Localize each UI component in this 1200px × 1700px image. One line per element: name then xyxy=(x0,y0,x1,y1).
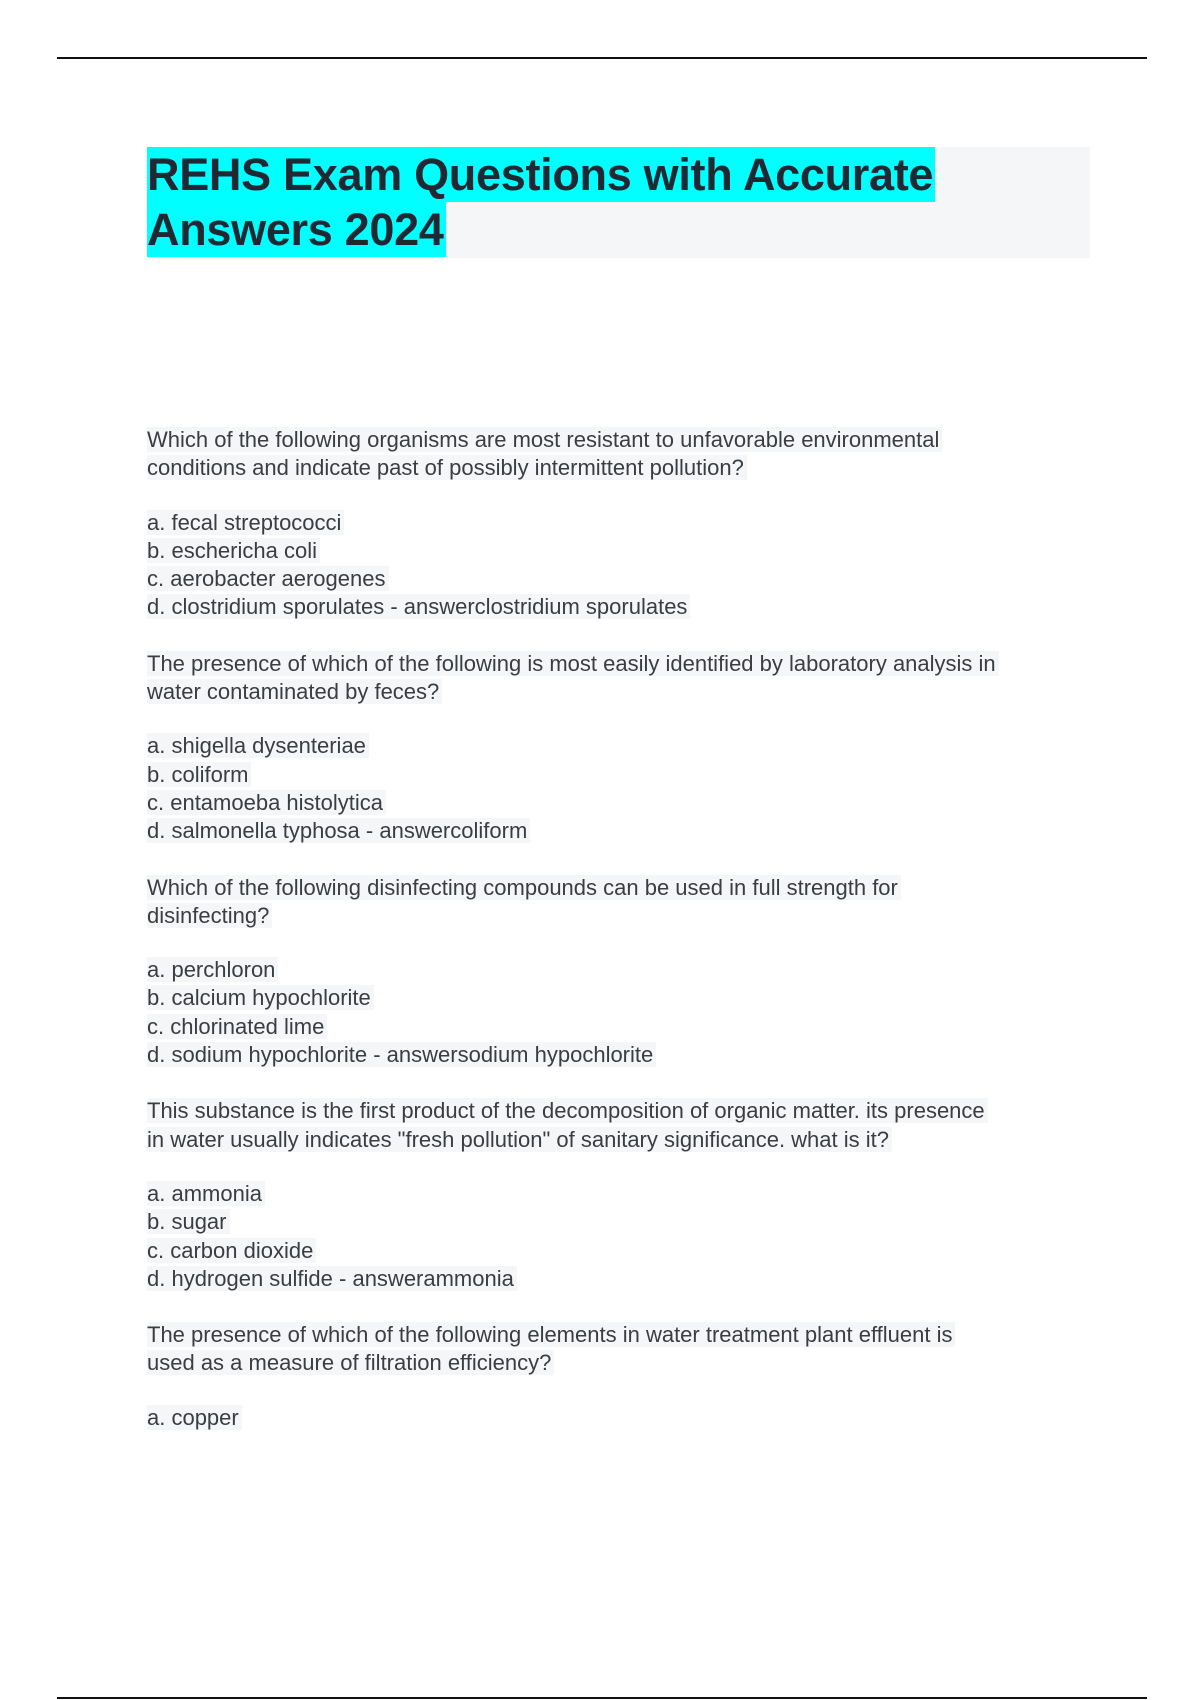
title-box xyxy=(147,147,1090,258)
answer-option: a. copper xyxy=(147,1405,242,1430)
question-line: in water usually indicates "fresh pollution" of sanitary significance. what is it? xyxy=(147,1127,892,1152)
answer-option: a. shigella dysenteriae xyxy=(147,733,369,758)
answer-option: b. eschericha coli xyxy=(147,538,320,563)
answer-options xyxy=(147,1404,1107,1432)
question-line: conditions and indicate past of possibly intermittent pollution? xyxy=(147,455,747,480)
answer-options xyxy=(147,956,1107,1069)
answer-option: d. hydrogen sulfide - answerammonia xyxy=(147,1266,517,1291)
title-line: REHS Exam Questions with Accurate xyxy=(147,149,934,200)
answer-option: d. sodium hypochlorite - answersodium hypochlorite xyxy=(147,1042,656,1067)
answer-options xyxy=(147,509,1107,622)
question-block xyxy=(147,1097,1107,1293)
answer-option: d. clostridium sporulates - answerclostridium sporulates xyxy=(147,594,690,619)
question-line: Which of the following organisms are most resistant to unfavorable environmental xyxy=(147,427,942,452)
questions-list xyxy=(147,426,1107,1460)
footer-rule xyxy=(57,1697,1147,1699)
question-line: used as a measure of filtration efficiency? xyxy=(147,1350,554,1375)
answer-option: c. carbon dioxide xyxy=(147,1238,316,1263)
answer-option: a. perchloron xyxy=(147,957,278,982)
question-text xyxy=(147,650,1107,707)
question-line: water contaminated by feces? xyxy=(147,679,442,704)
question-text xyxy=(147,874,1107,931)
question-block xyxy=(147,650,1107,846)
answer-option: a. fecal streptococci xyxy=(147,510,344,535)
answer-option: b. sugar xyxy=(147,1209,230,1234)
question-block xyxy=(147,426,1107,622)
answer-option: b. calcium hypochlorite xyxy=(147,985,374,1010)
question-text xyxy=(147,426,1107,483)
question-text xyxy=(147,1097,1107,1154)
answer-options xyxy=(147,732,1107,845)
answer-option: c. chlorinated lime xyxy=(147,1014,327,1039)
question-line: disinfecting? xyxy=(147,903,272,928)
question-block xyxy=(147,1321,1107,1432)
title-line: Answers 2024 xyxy=(147,204,444,255)
answer-options xyxy=(147,1180,1107,1293)
answer-option: d. salmonella typhosa - answercoliform xyxy=(147,818,530,843)
header-rule xyxy=(57,57,1147,59)
answer-option: c. entamoeba histolytica xyxy=(147,790,386,815)
question-line: Which of the following disinfecting compounds can be used in full strength for xyxy=(147,875,901,900)
question-text xyxy=(147,1321,1107,1378)
answer-option: c. aerobacter aerogenes xyxy=(147,566,389,591)
page-title xyxy=(147,147,1090,257)
question-block xyxy=(147,874,1107,1070)
answer-option: a. ammonia xyxy=(147,1181,265,1206)
question-line: The presence of which of the following elements in water treatment plant effluent is xyxy=(147,1322,955,1347)
answer-option: b. coliform xyxy=(147,762,251,787)
question-line: This substance is the first product of the decomposition of organic matter. its presence xyxy=(147,1098,988,1123)
question-line: The presence of which of the following is most easily identified by laboratory analysis in xyxy=(147,651,999,676)
